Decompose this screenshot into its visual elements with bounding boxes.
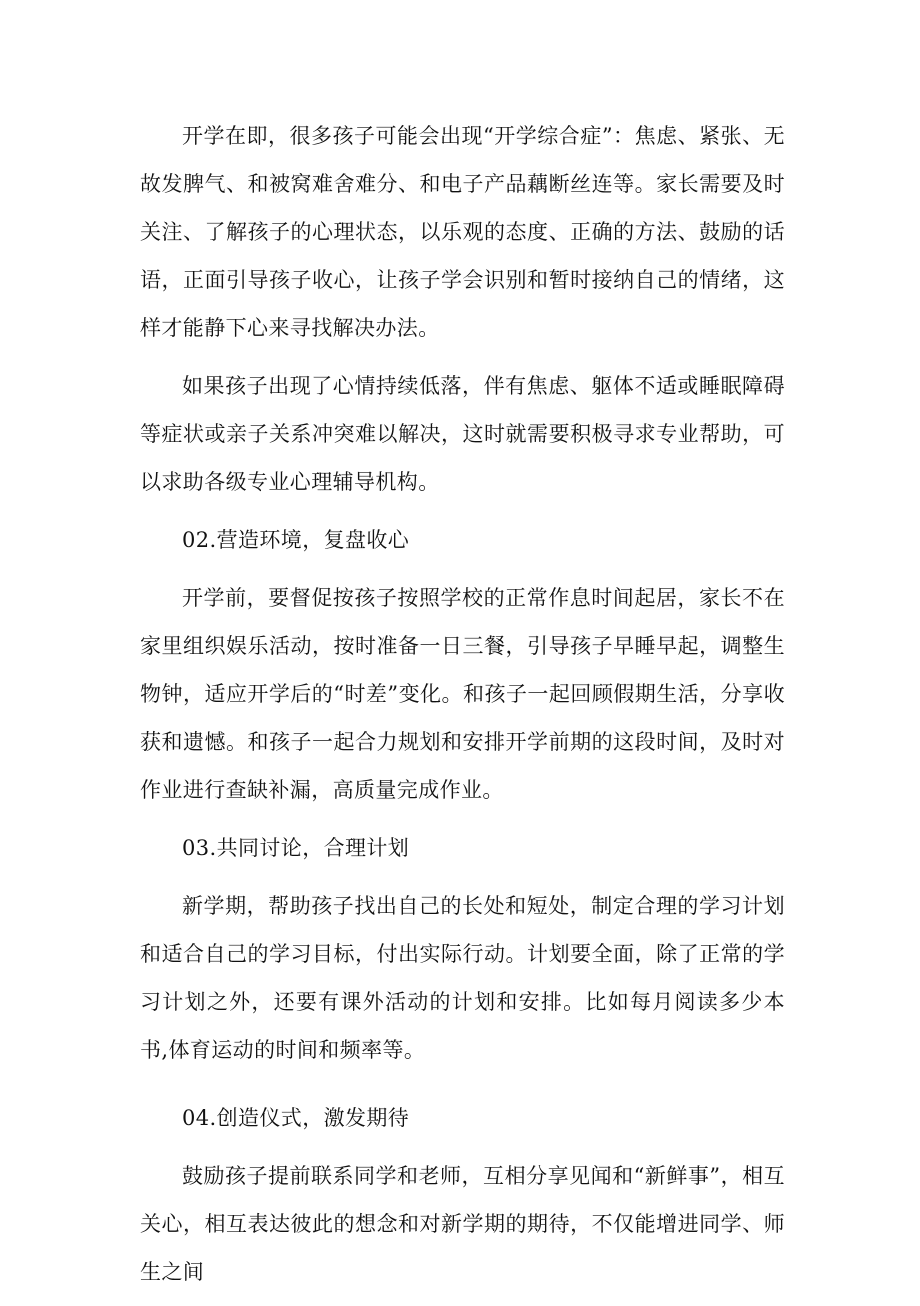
paragraph-ritual: 鼓励孩子提前联系同学和老师，互相分享见闻和“新鲜事”，相互关心，相互表达彼此的想念和对新学期的期待，不仅能增进同学、师生之间 — [140, 1164, 785, 1284]
paragraph-opening-syndrome: 开学在即，很多孩子可能会出现“开学综合症”：焦虑、紧张、无故发脾气、和被窝难舍难分、和电子产品藕断丝连等。家长需要及时关注、了解孩子的心理状态，以乐观的态度、正确的方法、鼓励的话语，正面引导孩子收心，让孩子学会识别和暂时接纳自己的情绪，这样才能静下心来寻找解决办法。 — [140, 124, 785, 340]
paragraph-environment: 开学前，要督促按孩子按照学校的正常作息时间起居，家长不在家里组织娱乐活动，按时准备一日三餐，引导孩子早睡早起，调整生物钟，适应开学后的“时差”变化。和孩子一起回顾假期生活，分享收获和遗憾。和孩子一起合力规划和安排开学前期的这段时间，及时对作业进行查缺补漏，高质量完成作业。 — [140, 586, 785, 802]
document-body — [140, 112, 785, 1306]
paragraph-professional-help: 如果孩子出现了心情持续低落，伴有焦虑、躯体不适或睡眠障碍等症状或亲子关系冲突难以解决，这时就需要积极寻求专业帮助，可以求助各级专业心理辅导机构。 — [140, 374, 785, 494]
section-heading-04: 04.创造仪式，激发期待 — [182, 1106, 410, 1130]
paragraph-planning: 新学期，帮助孩子找出自己的长处和短处，制定合理的学习计划和适合自己的学习目标，付出实际行动。计划要全面，除了正常的学习计划之外，还要有课外活动的计划和安排。比如每月阅读多少本书,体育运动的时间和频率等。 — [140, 894, 785, 1062]
section-heading-02: 02.营造环境，复盘收心 — [182, 528, 410, 552]
section-heading-03: 03.共同讨论，合理计划 — [182, 836, 410, 860]
